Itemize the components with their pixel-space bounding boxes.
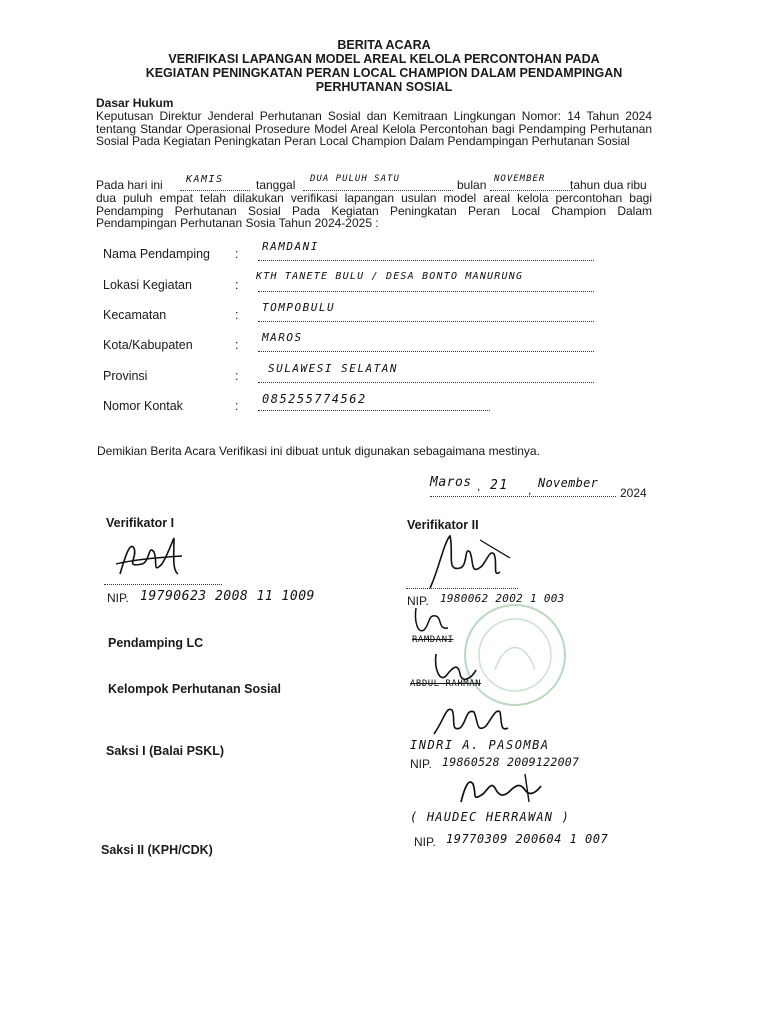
- saksi-2-nip-label: NIP.: [414, 835, 436, 849]
- saksi-2-nip: 19770309 200604 1 007: [446, 832, 609, 846]
- field-colon: :: [235, 399, 239, 413]
- verifikator-1-title: Verifikator I: [106, 516, 175, 530]
- pendamping-lc-name: RAMDANI: [412, 635, 454, 645]
- doc-title: BERITA ACARA: [337, 38, 431, 52]
- date-month-value: November: [538, 476, 599, 490]
- saksi-2-name: ( HAUDEC HERRAWAN ): [410, 810, 571, 824]
- date-dotline: [430, 496, 616, 497]
- field-value-provinsi: SULAWESI SELATAN: [268, 362, 398, 375]
- field-value-nomor-kontak: 085255774562: [262, 392, 367, 406]
- field-colon: :: [235, 369, 239, 383]
- saksi-1-nip: 19860528 2009122007: [442, 755, 580, 769]
- field-dotline: [258, 410, 490, 411]
- field-colon: :: [235, 338, 239, 352]
- field-label-nama-pendamping: Nama Pendamping: [103, 247, 211, 261]
- field-label-provinsi: Provinsi: [103, 369, 148, 383]
- date-day-value: 21: [490, 478, 509, 493]
- verifikator-1-nip-label: NIP.: [107, 591, 129, 605]
- bulan-label: bulan: [457, 178, 487, 192]
- field-label-nomor-kontak: Nomor Kontak: [103, 399, 183, 413]
- saksi-1-name: INDRI A. PASOMBA: [410, 738, 550, 752]
- date-year: 2024: [620, 486, 647, 500]
- field-colon: :: [235, 308, 239, 322]
- verifikator-1-nip: 19790623 2008 11 1009: [140, 589, 315, 604]
- saksi-1-title: Saksi I (Balai PSKL): [106, 744, 225, 758]
- field-dotline: [258, 382, 594, 383]
- field-label-kecamatan: Kecamatan: [103, 308, 167, 322]
- bulan-value: NOVEMBER: [494, 174, 546, 184]
- saksi-2-title: Saksi II (KPH/CDK): [101, 843, 213, 857]
- hari-value: KAMIS: [186, 174, 224, 185]
- saksi-2-signature: [455, 772, 565, 808]
- pada-hari-ini-label: Pada hari ini: [96, 178, 163, 192]
- doc-subtitle-2: KEGIATAN PENINGKATAN PERAN LOCAL CHAMPION DALAM PENDAMPINGAN: [145, 66, 623, 80]
- verifikator-2-title: Verifikator II: [407, 518, 479, 532]
- place-value: Maros: [430, 475, 472, 490]
- field-label-lokasi-kegiatan: Lokasi Kegiatan: [103, 278, 192, 292]
- field-value-lokasi-kegiatan: KTH TANETE BULU / DESA BONTO MANURUNG: [256, 271, 524, 282]
- tanggal-label: tanggal: [256, 178, 296, 192]
- place-comma: ,: [477, 479, 481, 493]
- verifikator-1-dotline: [104, 584, 222, 585]
- dasar-hukum-heading: Dasar Hukum: [96, 96, 174, 110]
- field-dotline: [258, 291, 594, 292]
- field-dotline: [258, 351, 594, 352]
- verifikator-2-nip-label: NIP.: [407, 594, 429, 608]
- field-colon: :: [235, 247, 239, 261]
- pendamping-lc-title: Pendamping LC: [108, 636, 204, 650]
- saksi-1-signature: [430, 700, 520, 740]
- kelompok-name: ABDUL RAHMAN: [410, 679, 482, 689]
- field-dotline: [258, 260, 594, 261]
- pendamping-lc-signature: [410, 604, 470, 638]
- field-colon: :: [235, 278, 239, 292]
- field-label-kota-kabupaten: Kota/Kabupaten: [103, 338, 193, 352]
- field-dotline: [258, 321, 594, 322]
- field-value-kota-kabupaten: MAROS: [262, 331, 303, 344]
- verifikator-2-signature: [420, 532, 520, 592]
- field-value-nama-pendamping: RAMDANI: [262, 240, 319, 253]
- saksi-1-nip-label: NIP.: [410, 757, 432, 771]
- verifikator-2-nip: 1980062 2002 1 003: [440, 592, 565, 605]
- doc-subtitle-3: PERHUTANAN SOSIAL: [315, 80, 453, 94]
- kelompok-title: Kelompok Perhutanan Sosial: [108, 682, 281, 696]
- closing-text: Demikian Berita Acara Verifikasi ini dibuat untuk digunakan sebagaimana mestinya.: [97, 444, 540, 458]
- field-value-kecamatan: TOMPOBULU: [262, 301, 336, 314]
- tanggal-value: DUA PULUH SATU: [310, 174, 400, 184]
- opening-rest-text: dua puluh empat telah dilakukan verifikasi lapangan usulan model areal kelola percontohan bagi Pendamping Perhutanan Sosial Pada Kegiatan Peningkatan Peran Local Champion Dalam Pendampingan Perhutanan Sosia Tahun 2024-2025 :: [96, 191, 652, 230]
- date-comma: ,: [528, 483, 532, 497]
- verifikator-1-signature: [112, 534, 192, 584]
- doc-subtitle-1: VERIFIKASI LAPANGAN MODEL AREAL KELOLA PERCONTOHAN PADA: [168, 52, 600, 66]
- verifikator-2-dotline: [406, 588, 518, 589]
- dasar-hukum-text: Keputusan Direktur Jenderal Perhutanan Sosial dan Kemitraan Lingkungan Nomor: 14 Tahun 2024 tentang Standar Operasional Prosedure Model Areal Kelola Percontohan bagi Pendamping Perhutanan Sosial Pada Kegiatan Peningkatan Peran Local Champion Dalam Pendampingan Perhutanan Sosial: [96, 109, 652, 148]
- tahun-label: tahun dua ribu: [570, 178, 647, 192]
